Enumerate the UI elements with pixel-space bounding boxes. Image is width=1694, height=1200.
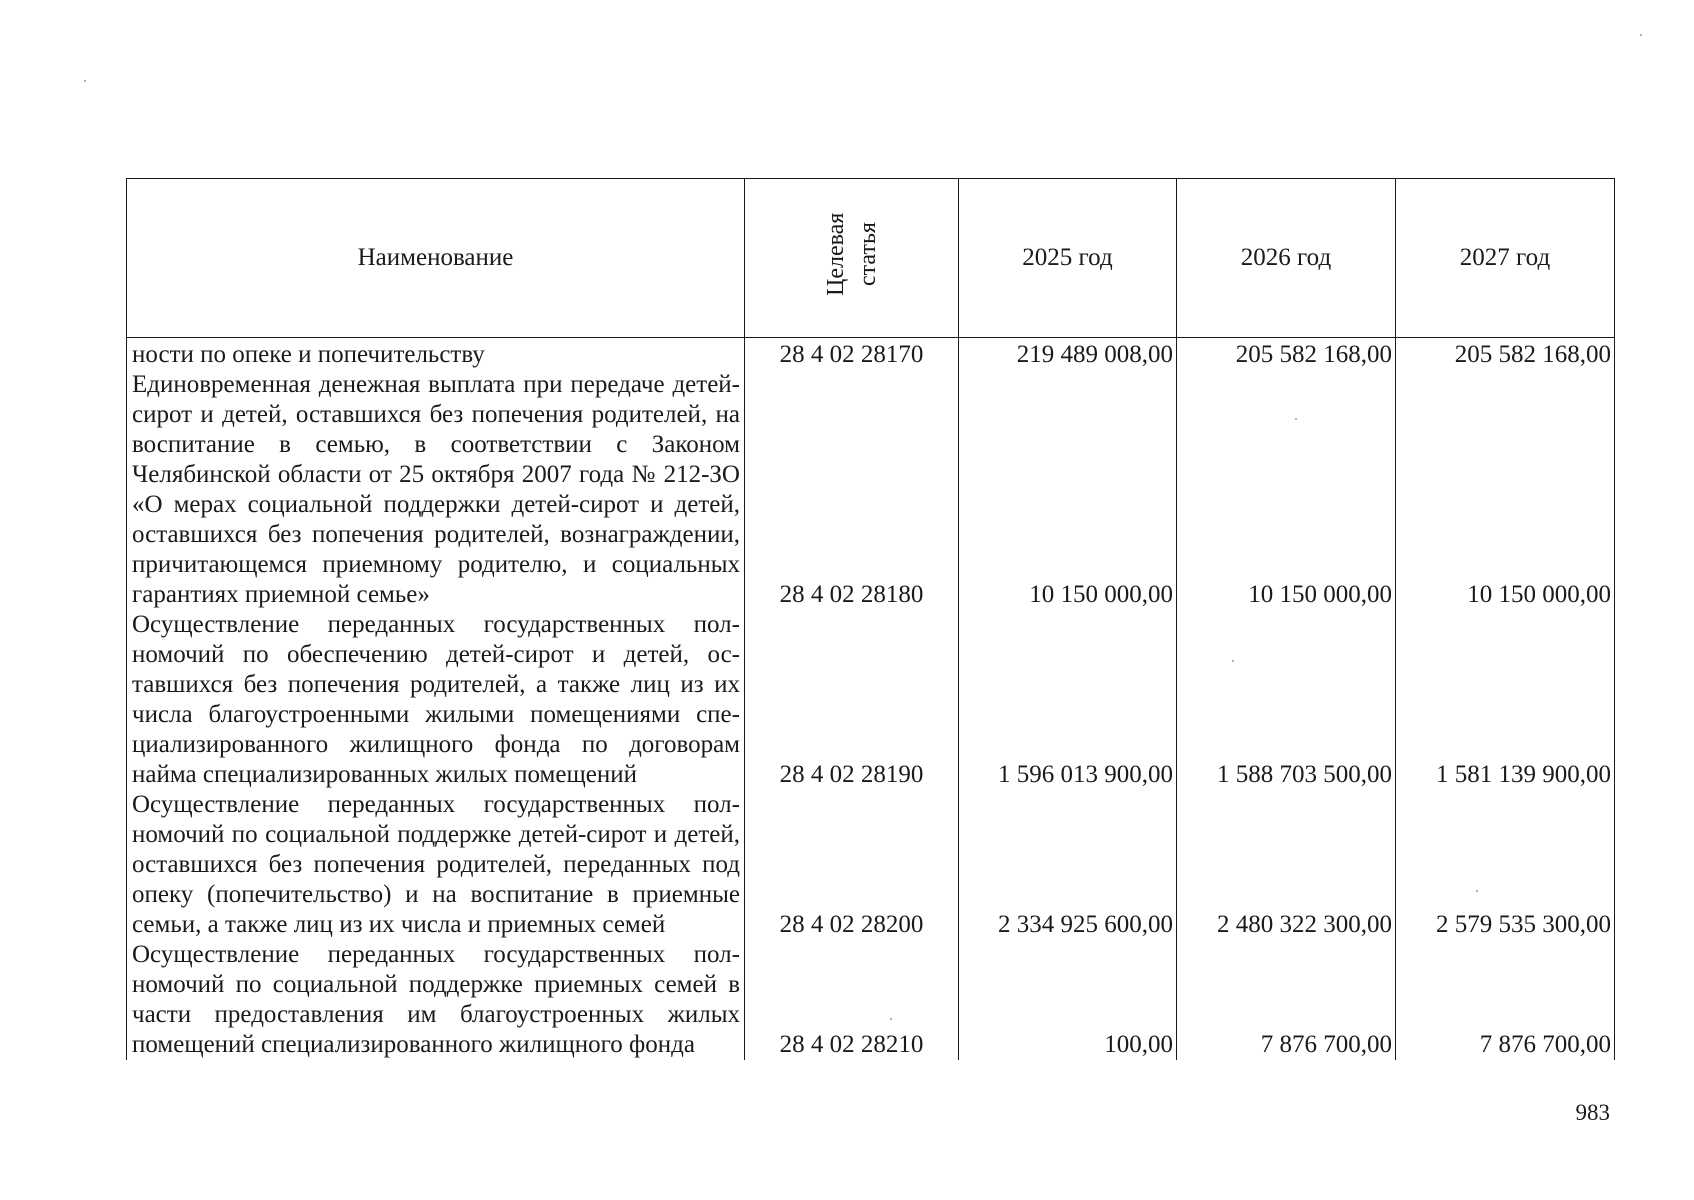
row-value-2027: 10 150 000,00	[1396, 370, 1615, 610]
scan-speck	[84, 80, 86, 82]
table-row	[127, 370, 1615, 610]
row-value-2027: 2 579 535 300,00	[1396, 790, 1615, 940]
row-value-2025: 1 596 013 900,00	[959, 610, 1177, 790]
header-2026: 2026 год	[1177, 179, 1396, 338]
header-2027: 2027 год	[1396, 179, 1615, 338]
table-row	[127, 338, 1615, 371]
row-value-2026: 7 876 700,00	[1177, 940, 1396, 1060]
row-value-2025: 100,00	[959, 940, 1177, 1060]
row-value-2026: 1 588 703 500,00	[1177, 610, 1396, 790]
scan-speck	[1640, 34, 1642, 36]
row-name: Единовременная денежная выплата при передаче детей-сирот и детей, оставшихся без попечения родителей, на воспитание в семью, в соответствии с Законом Челябинской области от 25 октября 2007 года № 212-ЗО «О мерах социальной поддержки детей-сирот и детей, оставшихся без попечения родителей, вознаграждении, причитающемся приемному родителю, и социальных гарантиях приемной семье»	[127, 370, 745, 610]
row-name: Осуществление переданных государственных полномочий по обеспечению детей-сирот и детей, оставшихся без попечения родителей, а также лиц из их числа благоустроенными жилыми помещениями специализированного жилищного фонда по договорам найма специализированных жилых помещений	[127, 610, 745, 790]
row-name: Осуществление переданных государственных полномочий по социальной поддержке детей-сирот и детей, оставшихся без попечения родителей, переданных под опеку (попечительство) и на воспитание в приемные семьи, а также лиц из их числа и приемных семей	[127, 790, 745, 940]
scan-speck	[1295, 418, 1297, 420]
row-value-2026: 2 480 322 300,00	[1177, 790, 1396, 940]
header-2025: 2025 год	[959, 179, 1177, 338]
row-code: 28 4 02 28170	[745, 338, 959, 371]
row-value-2026: 205 582 168,00	[1177, 338, 1396, 371]
row-value-2025: 219 489 008,00	[959, 338, 1177, 371]
budget-table	[126, 178, 1615, 1060]
row-code: 28 4 02 28210	[745, 940, 959, 1060]
header-name: Наименование	[127, 179, 745, 338]
row-name: Осуществление переданных государственных полномочий по социальной поддержке приемных семей в части предоставления им благоустроенных жилых помещений специализированного жилищного фонда	[127, 940, 745, 1060]
row-value-2027: 205 582 168,00	[1396, 338, 1615, 371]
row-value-2025: 2 334 925 600,00	[959, 790, 1177, 940]
row-value-2027: 7 876 700,00	[1396, 940, 1615, 1060]
row-name: ности по опеке и попечительству	[127, 338, 745, 371]
row-value-2026: 10 150 000,00	[1177, 370, 1396, 610]
row-value-2027: 1 581 139 900,00	[1396, 610, 1615, 790]
scan-speck	[1232, 660, 1234, 662]
page-number: 983	[1575, 1100, 1610, 1125]
row-code: 28 4 02 28200	[745, 790, 959, 940]
scan-speck	[1476, 890, 1478, 892]
row-code: 28 4 02 28190	[745, 610, 959, 790]
table-row	[127, 610, 1615, 790]
table-header-row	[127, 179, 1615, 338]
header-code: Целевая статья	[745, 179, 959, 338]
row-code: 28 4 02 28180	[745, 370, 959, 610]
table-row	[127, 790, 1615, 940]
row-value-2025: 10 150 000,00	[959, 370, 1177, 610]
scan-speck	[890, 1018, 892, 1020]
table-row	[127, 940, 1615, 1060]
